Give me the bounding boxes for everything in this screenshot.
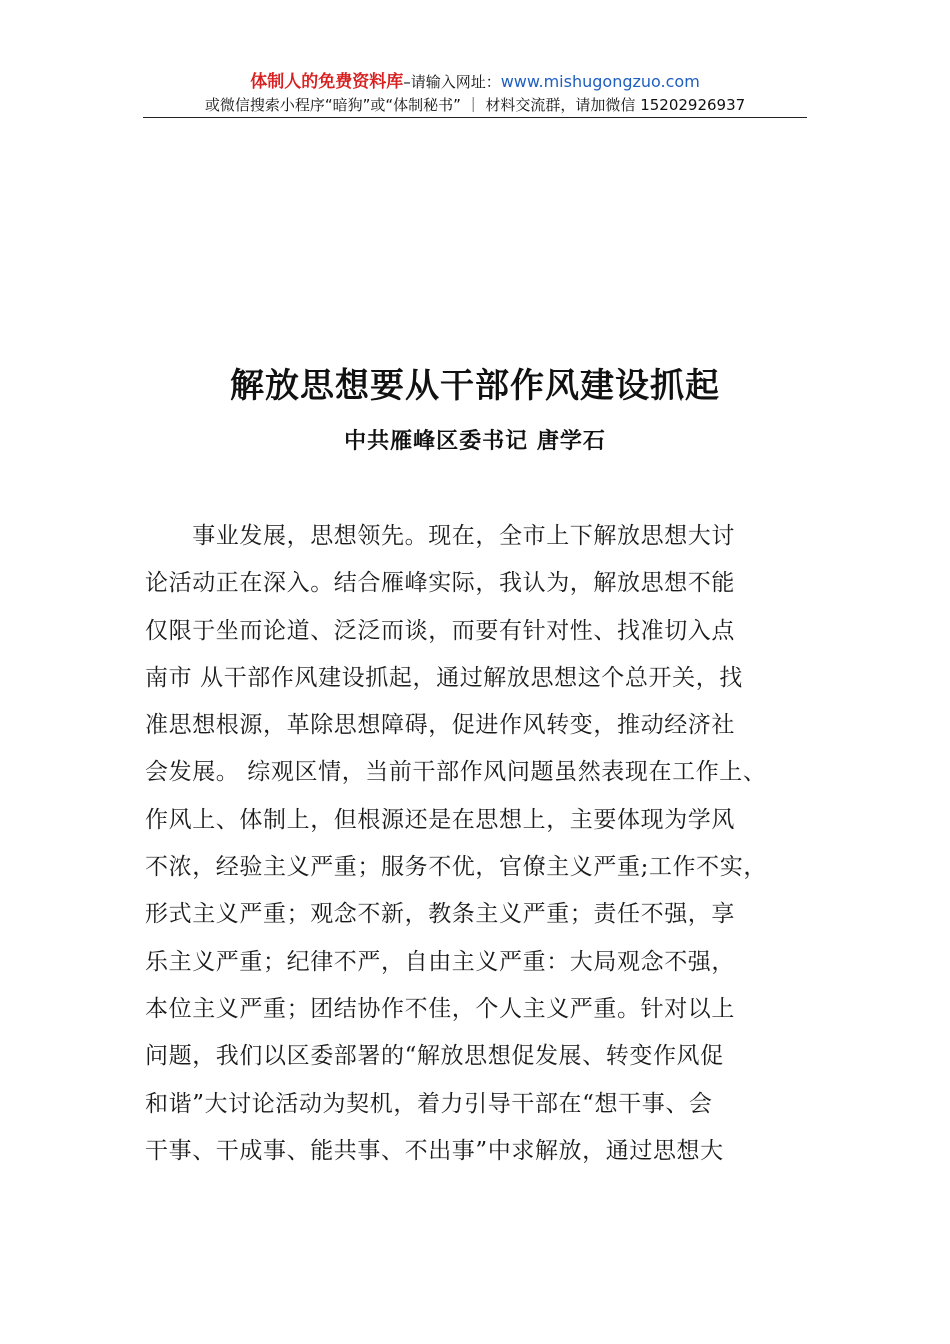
body-line: 会发展。 综观区情，当前干部作风问题虽然表现在工作上、 bbox=[145, 759, 767, 786]
url-prompt: –请输入网址： bbox=[403, 73, 501, 91]
header-line-1 bbox=[143, 70, 807, 94]
body-line: 南市 从干部作风建设抓起，通过解放思想这个总开关，找 bbox=[145, 664, 743, 691]
website-link[interactable]: www.mishugongzuo.com bbox=[500, 72, 700, 91]
body-line: 问题，我们以区委部署的“解放思想促发展、转变作风促 bbox=[145, 1043, 724, 1070]
document-body bbox=[145, 513, 805, 1175]
body-line: 准思想根源，革除思想障碍，促进作风转变，推动经济社 bbox=[145, 712, 735, 739]
body-line: 不浓，经验主义严重；服务不优，官僚主义严重;工作不实， bbox=[145, 854, 767, 881]
document-title: 解放思想要从干部作风建设抓起 bbox=[230, 366, 720, 406]
body-line: 和谐”大讨论活动为契机，着力引导干部在“想干事、会 bbox=[145, 1090, 713, 1117]
header-line-2: 或微信搜索小程序“暗狗”或“体制秘书” ｜ 材料交流群，请加微信 15202926937 bbox=[204, 96, 746, 114]
brand-name: 体制人的免费资料库 bbox=[250, 72, 404, 92]
document-byline: 中共雁峰区委书记 唐学石 bbox=[344, 428, 606, 454]
body-line: 作风上、体制上，但根源还是在思想上，主要体现为学风 bbox=[145, 806, 735, 833]
page-header bbox=[143, 70, 807, 116]
body-line: 本位主义严重；团结协作不佳，个人主义严重。针对以上 bbox=[145, 995, 735, 1022]
body-line: 形式主义严重；观念不新，教条主义严重；责任不强，享 bbox=[145, 901, 735, 928]
header-divider bbox=[143, 117, 807, 118]
body-line: 论活动正在深入。结合雁峰实际，我认为，解放思想不能 bbox=[145, 570, 735, 597]
body-line: 干事、干成事、能共事、不出事”中求解放，通过思想大 bbox=[145, 1137, 724, 1164]
body-line: 事业发展，思想领先。现在，全市上下解放思想大讨 bbox=[145, 523, 735, 549]
body-line: 仅限于坐而论道、泛泛而谈，而要有针对性、找准切入点 bbox=[145, 617, 735, 644]
body-line: 乐主义严重；纪律不严，自由主义严重：大局观念不强， bbox=[145, 948, 735, 975]
